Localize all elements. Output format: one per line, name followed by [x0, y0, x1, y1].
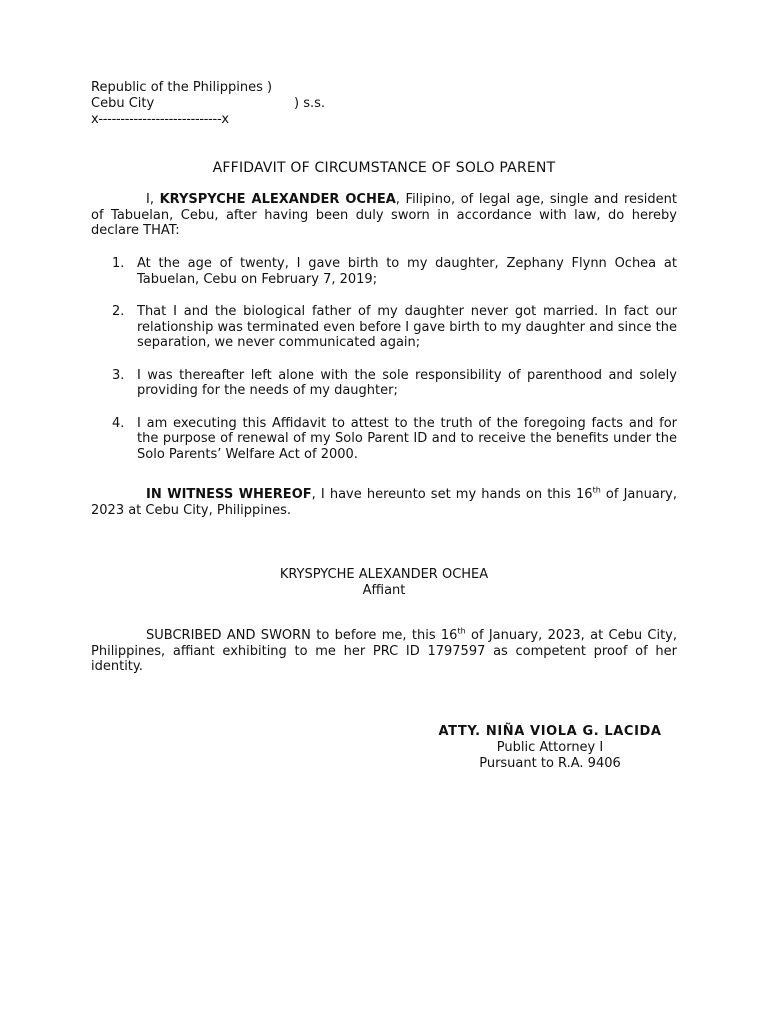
affiant-name-inline: KRYSPYCHE ALEXANDER OCHEA [159, 192, 396, 207]
witness-text-2: of January, 2023 at Cebu City, Philippines. [91, 487, 677, 518]
item-text: I was thereafter left alone with the sole responsibility of parenthood and solely providing for the needs of my daughter; [137, 367, 677, 398]
list-item [91, 368, 677, 399]
item-number: 1. [112, 256, 125, 271]
document-title: AFFIDAVIT OF CIRCUMSTANCE OF SOLO PARENT [212, 160, 556, 176]
list-item [91, 256, 677, 287]
affiant-signature-block [91, 567, 677, 599]
venue-ss: ) s.s. [294, 96, 326, 111]
affiant-name: KRYSPYCHE ALEXANDER OCHEA [279, 567, 489, 582]
item-text: I am executing this Affidavit to attest to the truth of the foregoing facts and for the purpose of renewal of my Solo Parent ID and to receive the benefits under the Solo Parents’ Welfare Act of 2000. [137, 415, 677, 462]
jurat-text-2: of January, 2023, at Cebu City, Philippines, affiant exhibiting to me her PRC ID 1797597 as competent proof of her identity. [91, 628, 677, 674]
item-text: At the age of twenty, I gave birth to my daughter, Zephany Flynn Ochea at Tabuelan, Cebu on February 7, 2019; [137, 256, 677, 287]
venue-line-republic: Republic of the Philippines ) [91, 80, 273, 95]
list-item [91, 304, 677, 351]
jurat-text: SUBCRIBED AND SWORN to before me, this 16 [146, 628, 458, 643]
venue-block [91, 80, 326, 128]
jurat-paragraph [91, 628, 677, 675]
item-number: 2. [112, 304, 125, 319]
intro-paragraph [91, 192, 677, 239]
venue-rule: x----------------------------x [91, 112, 229, 127]
notary-name: ATTY. NIÑA VIOLA G. LACIDA [438, 724, 662, 739]
list-item [91, 416, 677, 463]
venue-city: Cebu City [91, 96, 155, 111]
notary-authority: Pursuant to R.A. 9406 [479, 756, 621, 771]
notary-signature-block [360, 724, 740, 772]
affiant-role: Affiant [362, 583, 406, 598]
witness-heading: IN WITNESS WHEREOF [146, 487, 312, 502]
item-number: 3. [112, 367, 125, 383]
witness-paragraph [91, 487, 677, 518]
item-text: That I and the biological father of my daughter never got married. In fact our relationship was terminated even before I gave birth to my daughter and since the separation, we never communicated again; [137, 304, 677, 350]
notary-title: Public Attorney I [496, 740, 604, 755]
witness-text: , I have hereunto set my hands on this 16 [311, 487, 593, 502]
jurat-ordinal: th [457, 626, 466, 636]
intro-rest: , Filipino, of legal age, single and resident of Tabuelan, Cebu, after having been duly sworn in accordance with law, do hereby declare THAT: [91, 192, 678, 238]
declaration-list [91, 256, 677, 479]
item-number: 4. [112, 415, 125, 431]
venue-line-city [91, 96, 326, 112]
witness-ordinal: th [592, 485, 601, 495]
intro-prefix: I, [146, 192, 160, 207]
